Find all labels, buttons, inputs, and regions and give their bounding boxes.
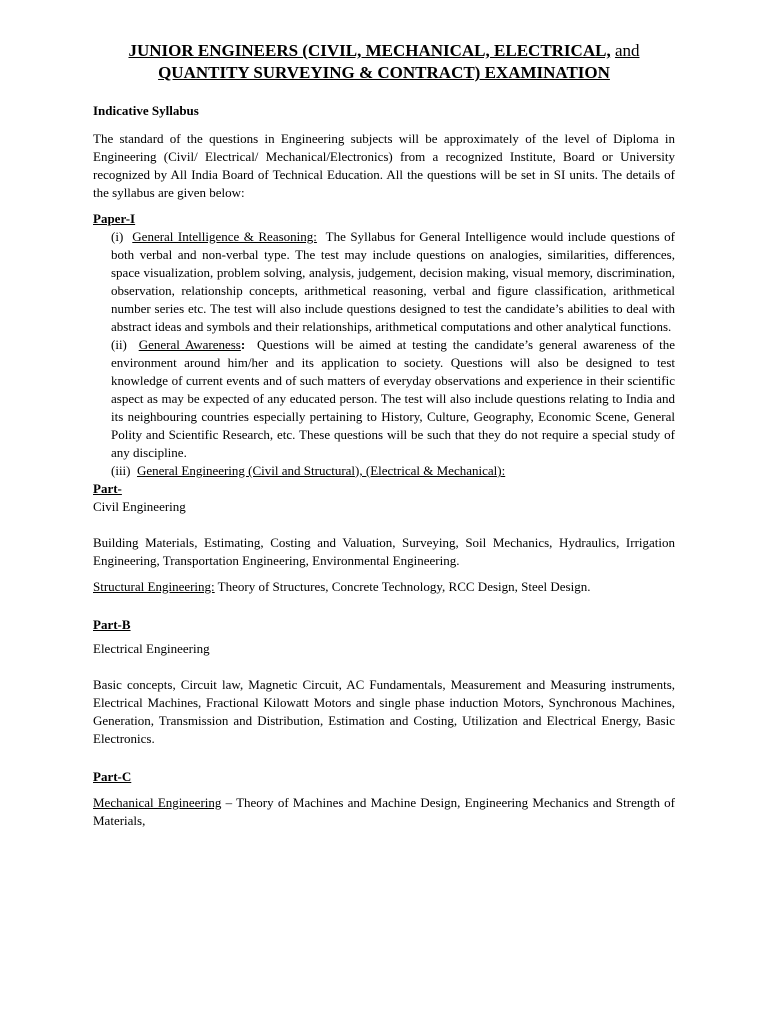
part-a-heading: Part-	[93, 481, 122, 496]
title-line-1: JUNIOR ENGINEERS (CIVIL, MECHANICAL, ELECTRICAL,	[128, 41, 611, 60]
paper-1-heading: Paper-I	[93, 211, 136, 226]
intro-paragraph: The standard of the questions in Engineering subjects will be approximately of the level of Diploma in Engineering (Civil/ Electrical/ Mechanical/Electronics) from a recognized Institute, Board or University recognized by All India Board of Technical Education. All the questions will be set in SI units. The details of the syllabus are given below:	[93, 131, 675, 200]
mechanical-engineering-line	[93, 794, 675, 830]
structural-engineering-text: Theory of Structures, Concrete Technology, RCC Design, Steel Design.	[214, 579, 591, 594]
structural-engineering-label: Structural Engineering:	[93, 579, 215, 594]
section-general-engineering	[93, 462, 675, 480]
section-2-title: General Awareness	[138, 337, 241, 352]
part-b-heading: Part-B	[93, 617, 131, 632]
section-2-colon: :	[240, 337, 246, 352]
section-1-number: (i)	[111, 229, 124, 244]
part-a-text: Building Materials, Estimating, Costing and Valuation, Surveying, Soil Mechanics, Hydraulics, Irrigation Engineering, Transportation Engineering, Environmental Engineering.	[93, 535, 675, 568]
indicative-syllabus-heading: Indicative Syllabus	[93, 103, 199, 118]
section-2-number: (ii)	[111, 337, 127, 352]
title-line-2: QUANTITY SURVEYING & CONTRACT) EXAMINATION	[158, 63, 610, 82]
document-title	[93, 40, 675, 84]
title-line-1-tail: and	[614, 41, 640, 60]
part-b-text: Basic concepts, Circuit law, Magnetic Circuit, AC Fundamentals, Measurement and Measuring instruments, Electrical Machines, Fractional Kilowatt Motors and single phase induction Motors, Synchronous Machines, Generation, Transmission and Distribution, Estimation and Costing, Utilization and Electrical Energy, Basic Electronics.	[93, 677, 675, 746]
section-general-intelligence	[93, 228, 675, 336]
part-a-subject: Civil Engineering	[93, 499, 186, 514]
section-3-number: (iii)	[111, 463, 131, 478]
structural-engineering-line	[93, 578, 675, 596]
mechanical-engineering-text: – Theory of Machines and Machine Design, Engineering Mechanics and Strength of Materials,	[93, 795, 676, 828]
part-c-heading: Part-C	[93, 769, 132, 784]
section-1-text: The Syllabus for General Intelligence would include questions of both verbal and non-verbal type. The test may include questions on analogies, similarities, differences, space visualization, problem solving, analysis, judgement, decision making, visual memory, discrimination, observation, relationship concepts, arithmetical reasoning, verbal and figure classification, arithmetical number series etc. The test will also include questions designed to test the candidate’s abilities to deal with abstract ideas and symbols and their relationships, arithmetical computations and other analytical functions.	[111, 229, 676, 334]
section-general-awareness	[93, 336, 675, 462]
section-2-text: Questions will be aimed at testing the candidate’s general awareness of the environment around him/her and its application to society. Questions will also be designed to test knowledge of current events and of such matters of everyday observations and experience in their scientific aspect as may be expected of any educated person. The test will also include questions relating to India and its neighbouring countries especially pertaining to History, Culture, Geography, Economic Scene, General Polity and Scientific Research, etc. These questions will be such that they do not require a special study of any discipline.	[111, 337, 676, 460]
section-3-title: General Engineering (Civil and Structural), (Electrical & Mechanical):	[137, 463, 506, 478]
mechanical-engineering-label: Mechanical Engineering	[93, 795, 222, 810]
part-b-subject: Electrical Engineering	[93, 641, 210, 656]
section-1-title: General Intelligence & Reasoning:	[132, 229, 317, 244]
